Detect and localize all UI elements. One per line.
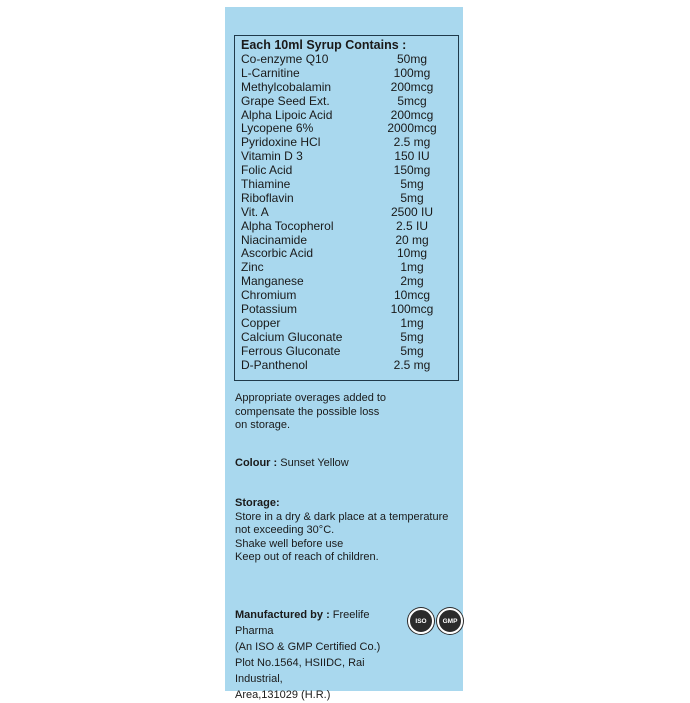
- ingredient-name: Riboflavin: [241, 190, 294, 205]
- ingredient-row: [241, 192, 447, 206]
- ingredient-row: [241, 95, 447, 109]
- ingredient-row: [241, 261, 447, 275]
- ingredient-amount: 5mcg: [397, 93, 427, 108]
- ingredient-name: Co-enzyme Q10: [241, 52, 329, 66]
- ingredient-amount: 50mg: [396, 52, 428, 66]
- manufacturer-name: Freelife Pharma: [235, 609, 370, 637]
- manufacturer-section: Manufactured by : Freelife Pharma (An ISO & GMP Certified Co.) Plot No.1564, HSIIDC, Rai Industrial, Area,131029 (H.R.): [235, 609, 381, 701]
- ingredient-amount: 5mg: [400, 177, 424, 192]
- ingredient-name: Chromium: [241, 288, 297, 303]
- ingredient-name: Zinc: [241, 260, 264, 275]
- ingredient-row: [241, 289, 447, 303]
- ingredient-row: [241, 164, 447, 178]
- gmp-badge-icon: GMP: [437, 608, 463, 634]
- ingredient-name: Manganese: [241, 274, 304, 289]
- ingredient-amount: 200mcg: [390, 107, 434, 122]
- ingredient-amount: 150mg: [393, 163, 431, 178]
- ingredient-amount: 20 mg: [395, 232, 429, 247]
- ingredient-row: [241, 359, 447, 373]
- ingredient-amount: 100mcg: [390, 302, 434, 317]
- ingredient-amount: 150 IU: [394, 149, 430, 164]
- ingredient-amount: 200mcg: [390, 79, 434, 94]
- colour-value: Sunset Yellow: [280, 457, 349, 469]
- ingredient-name: Folic Acid: [241, 163, 293, 178]
- ingredient-row: [241, 206, 447, 220]
- ingredient-row: [241, 275, 447, 289]
- ingredient-name: Calcium Gluconate: [241, 329, 343, 344]
- ingredient-name: Vitamin D 3: [241, 149, 303, 164]
- ingredient-row: [241, 136, 447, 150]
- ingredient-row: [241, 303, 447, 317]
- composition-box: [234, 35, 459, 381]
- ingredient-name: Alpha Tocopherol: [241, 218, 334, 233]
- colour-line: [235, 457, 349, 471]
- ingredient-amount: 1mg: [400, 260, 424, 275]
- ingredient-amount: 2.5 mg: [393, 135, 431, 150]
- ingredient-amount: 5mg: [400, 190, 424, 205]
- ingredient-row: [241, 109, 447, 123]
- ingredient-row: [241, 81, 447, 95]
- ingredient-amount: 100mg: [393, 65, 431, 80]
- ingredient-row: [241, 150, 447, 164]
- ingredient-amount: 2500 IU: [390, 204, 434, 219]
- composition-list: [241, 53, 447, 372]
- iso-badge-icon: ISO: [408, 608, 434, 634]
- ingredient-name: L-Carnitine: [241, 65, 300, 80]
- ingredient-amount: 10mcg: [393, 288, 431, 303]
- ingredient-name: Methylcobalamin: [241, 79, 332, 94]
- ingredient-name: Vit. A: [241, 204, 269, 219]
- ingredient-amount: 2mg: [400, 274, 424, 289]
- colour-label: Colour :: [235, 457, 278, 469]
- ingredient-amount: 1mg: [400, 315, 424, 330]
- composition-title: Each 10ml Syrup Contains :: [241, 38, 407, 52]
- ingredient-row: [241, 178, 447, 192]
- storage-section: Storage: Store in a dry & dark place at a temperature not exceeding 30°C. Shake well before use Keep out of reach of children.: [235, 497, 470, 565]
- ingredient-name: Copper: [241, 315, 281, 330]
- ingredient-row: [241, 67, 447, 81]
- ingredient-row: [241, 247, 447, 261]
- storage-heading: Storage:: [235, 497, 280, 509]
- ingredient-amount: 5mg: [400, 329, 424, 344]
- overage-note: Appropriate overages added to compensate the possible loss on storage.: [235, 392, 387, 431]
- ingredient-row: [241, 317, 447, 331]
- ingredient-row: [241, 234, 447, 248]
- ingredient-row: [241, 220, 447, 234]
- ingredient-name: Grape Seed Ext.: [241, 93, 330, 108]
- label-panel: [225, 7, 463, 701]
- ingredient-name: Niacinamide: [241, 232, 308, 247]
- ingredient-row: [241, 53, 447, 67]
- ingredient-name: Pyridoxine HCl: [241, 135, 321, 150]
- ingredient-name: Thiamine: [241, 177, 291, 192]
- ingredient-name: Alpha Lipoic Acid: [241, 107, 333, 122]
- ingredient-amount: 2.5 IU: [395, 218, 428, 233]
- ingredient-name: Lycopene 6%: [241, 121, 314, 136]
- ingredient-name: Ascorbic Acid: [241, 246, 314, 261]
- ingredient-name: D-Panthenol: [241, 357, 308, 372]
- ingredient-row: [241, 122, 447, 136]
- ingredient-amount: 2.5 mg: [393, 357, 431, 372]
- manufacturer-label: Manufactured by :: [235, 609, 330, 621]
- ingredient-amount: 10mg: [396, 246, 428, 261]
- ingredient-row: [241, 331, 447, 345]
- ingredient-row: [241, 345, 447, 359]
- ingredient-name: Ferrous Gluconate: [241, 343, 341, 358]
- ingredient-amount: 5mg: [400, 343, 424, 358]
- ingredient-amount: 2000mcg: [387, 121, 437, 136]
- ingredient-name: Potassium: [241, 302, 298, 317]
